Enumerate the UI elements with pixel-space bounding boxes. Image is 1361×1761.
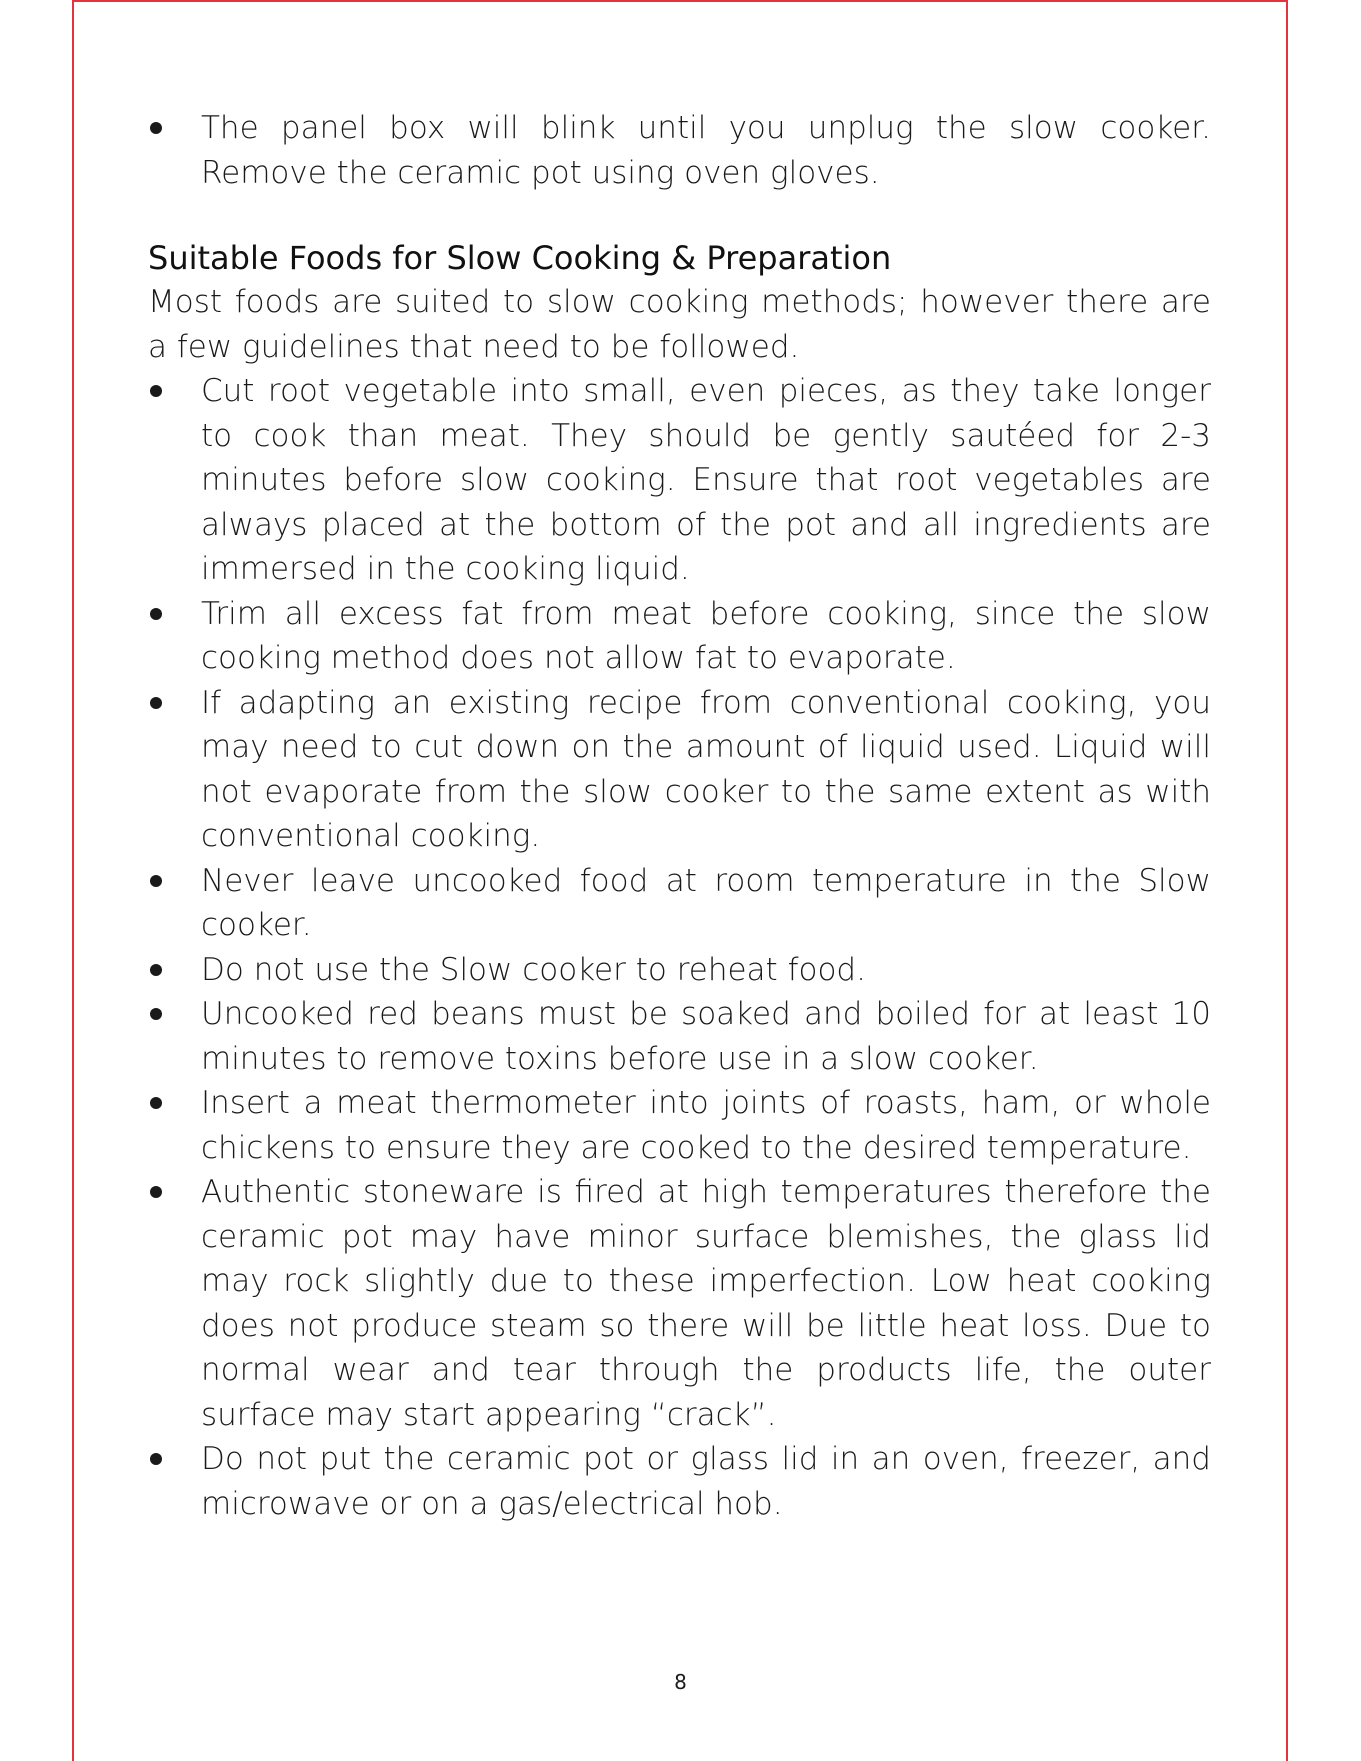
list-item (148, 992, 1211, 1081)
list-item (148, 1170, 1211, 1437)
bullet-icon (150, 1097, 162, 1109)
list-item-text: Do not put the ceramic pot or glass lid in an oven, freezer, and microwave or on a gas/electrical hob. (201, 1441, 1211, 1522)
bullet-icon (150, 964, 162, 976)
bullet-icon (150, 1453, 162, 1465)
list-item-text: Uncooked red beans must be soaked and boiled for at least 10 minutes to remove toxins before use in a slow cooker. (201, 996, 1211, 1077)
page-number: 8 (674, 1670, 687, 1694)
bullet-icon (150, 122, 162, 134)
list-item-text: The panel box will blink until you unplug the slow cooker. Remove the ceramic pot using oven gloves. (201, 110, 1211, 191)
list-item (148, 859, 1211, 948)
bullet-icon (150, 875, 162, 887)
list-item (148, 369, 1211, 592)
list-item-text: If adapting an existing recipe from conventional cooking, you may need to cut down on the amount of liquid used. Liquid will not evaporate from the slow cooker to the same extent as with conventional cooking. (201, 684, 1211, 854)
list-item (148, 106, 1211, 195)
list-item (148, 948, 1211, 993)
bullet-icon (150, 608, 162, 620)
list-item-text: Authentic stoneware is fired at high temperatures therefore the ceramic pot may have minor surface blemishes, the glass lid may rock slightly due to these imperfection. Low heat cooking does not produce steam so there will be little heat loss. Due to normal wear and tear through the products life, the outer surface may start appearing “crack”. (201, 1174, 1211, 1433)
list-item-text: Cut root vegetable into small, even pieces, as they take longer to cook than meat. They should be gently sautéed for 2-3 minutes before slow cooking. Ensure that root vegetables are always placed at the bottom of the pot and all ingredients are immersed in the cooking liquid. (201, 373, 1211, 587)
list-item (148, 1437, 1211, 1526)
bullet-icon (150, 1186, 162, 1198)
document-body (148, 106, 1211, 1526)
list-item-text: Trim all excess fat from meat before cooking, since the slow cooking method does not allow fat to evaporate. (201, 595, 1211, 676)
list-item-text: Insert a meat thermometer into joints of roasts, ham, or whole chickens to ensure they are cooked to the desired temperature. (201, 1085, 1211, 1166)
list-item (148, 592, 1211, 681)
bullet-icon (150, 1008, 162, 1020)
list-item-text: Never leave uncooked food at room temperature in the Slow cooker. (201, 862, 1211, 943)
bullet-icon (150, 385, 162, 397)
section-heading: Suitable Foods for Slow Cooking & Preparation (148, 239, 892, 277)
list-item (148, 681, 1211, 859)
list-item-text: Do not use the Slow cooker to reheat food. (201, 951, 866, 988)
section-intro: Most foods are suited to slow cooking methods; however there are a few guidelines that need to be followed. (148, 284, 1211, 365)
bullet-icon (150, 697, 162, 709)
list-item (148, 1081, 1211, 1170)
